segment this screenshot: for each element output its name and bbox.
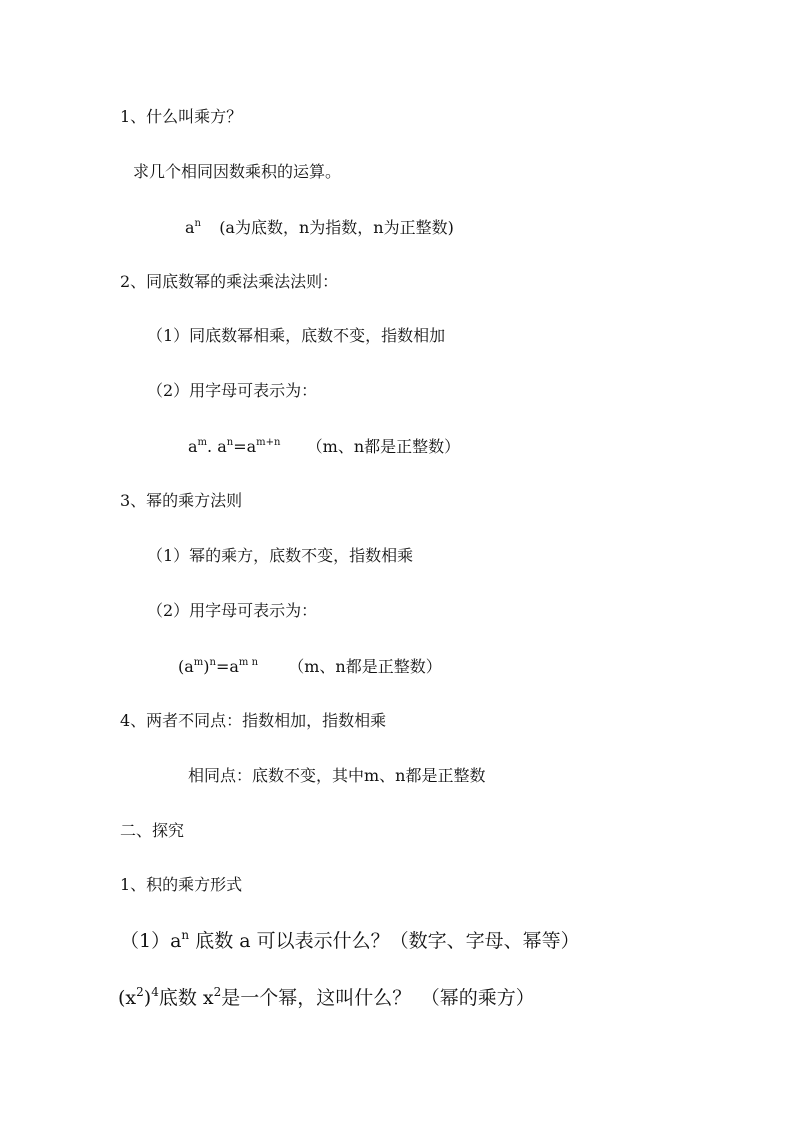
same-base-rule-text <box>147 326 445 346</box>
formula-product-of-powers <box>188 437 460 457</box>
similarity-line <box>188 766 485 786</box>
letter-expression-label <box>147 381 317 401</box>
label-text: （2）用字母可表示为： <box>147 381 318 400</box>
formula-exp: m <box>197 436 208 448</box>
formula-exp: n <box>226 436 234 448</box>
question-exp: n <box>181 927 190 942</box>
difference-line <box>120 711 386 731</box>
question-prefix: （1）a <box>120 930 182 952</box>
heading-text: 3、幂的乘方法则 <box>120 491 243 510</box>
formula-exp: n <box>209 656 216 668</box>
similarity-text: 相同点：底数不变，其中m、n都是正整数 <box>188 766 486 785</box>
heading-text: 2、同底数幂的乘法乘法法则： <box>120 272 339 291</box>
heading-text: 1、什么叫乘方？ <box>120 107 243 126</box>
formula-dot: . <box>207 437 213 456</box>
power-of-power-rule-text <box>147 546 413 566</box>
formula-base: a <box>217 437 227 456</box>
heading-product-power-form <box>120 875 242 895</box>
base-symbol: a <box>185 218 195 237</box>
label-text: （2）用字母可表示为： <box>147 601 318 620</box>
formula-power-of-power <box>178 657 442 677</box>
formula-equals: =a <box>233 437 257 456</box>
difference-text: 4、两者不同点：指数相加，指数相乘 <box>120 711 387 730</box>
formula-base: a <box>188 437 198 456</box>
rule-text: （1）同底数幂相乘，底数不变，指数相加 <box>147 326 446 345</box>
rule-text: （1）幂的乘方，底数不变，指数相乘 <box>147 546 414 565</box>
definition-text: 求几个相同因数乘积的运算。 <box>133 162 342 181</box>
question-mid: 底数 x <box>158 987 214 1009</box>
formula-note: （m、n都是正整数） <box>288 657 442 676</box>
letter-expression-label <box>147 601 317 621</box>
question-text: 底数 a 可以表示什么？（数字、字母、幂等） <box>189 930 580 952</box>
formula-open: (a <box>178 657 194 676</box>
expr-exp: 2 <box>136 984 144 999</box>
section-heading-explore <box>120 821 184 841</box>
question-base-meaning <box>120 929 580 953</box>
power-notation-line <box>185 218 454 238</box>
notation-note: (a为底数，n为指数，n为正整数) <box>219 218 454 237</box>
question-text: 是一个幂，这叫什么？ （幂的乘方） <box>221 987 535 1009</box>
question-power-of-power <box>118 986 535 1010</box>
formula-equals: =a <box>215 657 239 676</box>
heading-text: 1、积的乘方形式 <box>120 875 243 894</box>
expr-exp: 2 <box>213 984 222 999</box>
exponent-symbol: n <box>194 217 201 229</box>
formula-close: ) <box>203 657 210 676</box>
heading-what-is-power <box>120 107 242 127</box>
heading-same-base-rule <box>120 272 338 292</box>
heading-power-of-power <box>120 491 242 511</box>
expr-close: ) <box>143 987 152 1009</box>
expr-exp: 4 <box>151 984 159 999</box>
section-heading-text: 二、探究 <box>120 821 185 840</box>
formula-exp: m n <box>238 656 259 668</box>
formula-exp: m+n <box>256 436 281 448</box>
expr-open: (x <box>118 987 137 1009</box>
formula-note: （m、n都是正整数） <box>306 437 461 456</box>
formula-exp: m <box>193 656 204 668</box>
definition-line <box>133 162 341 182</box>
